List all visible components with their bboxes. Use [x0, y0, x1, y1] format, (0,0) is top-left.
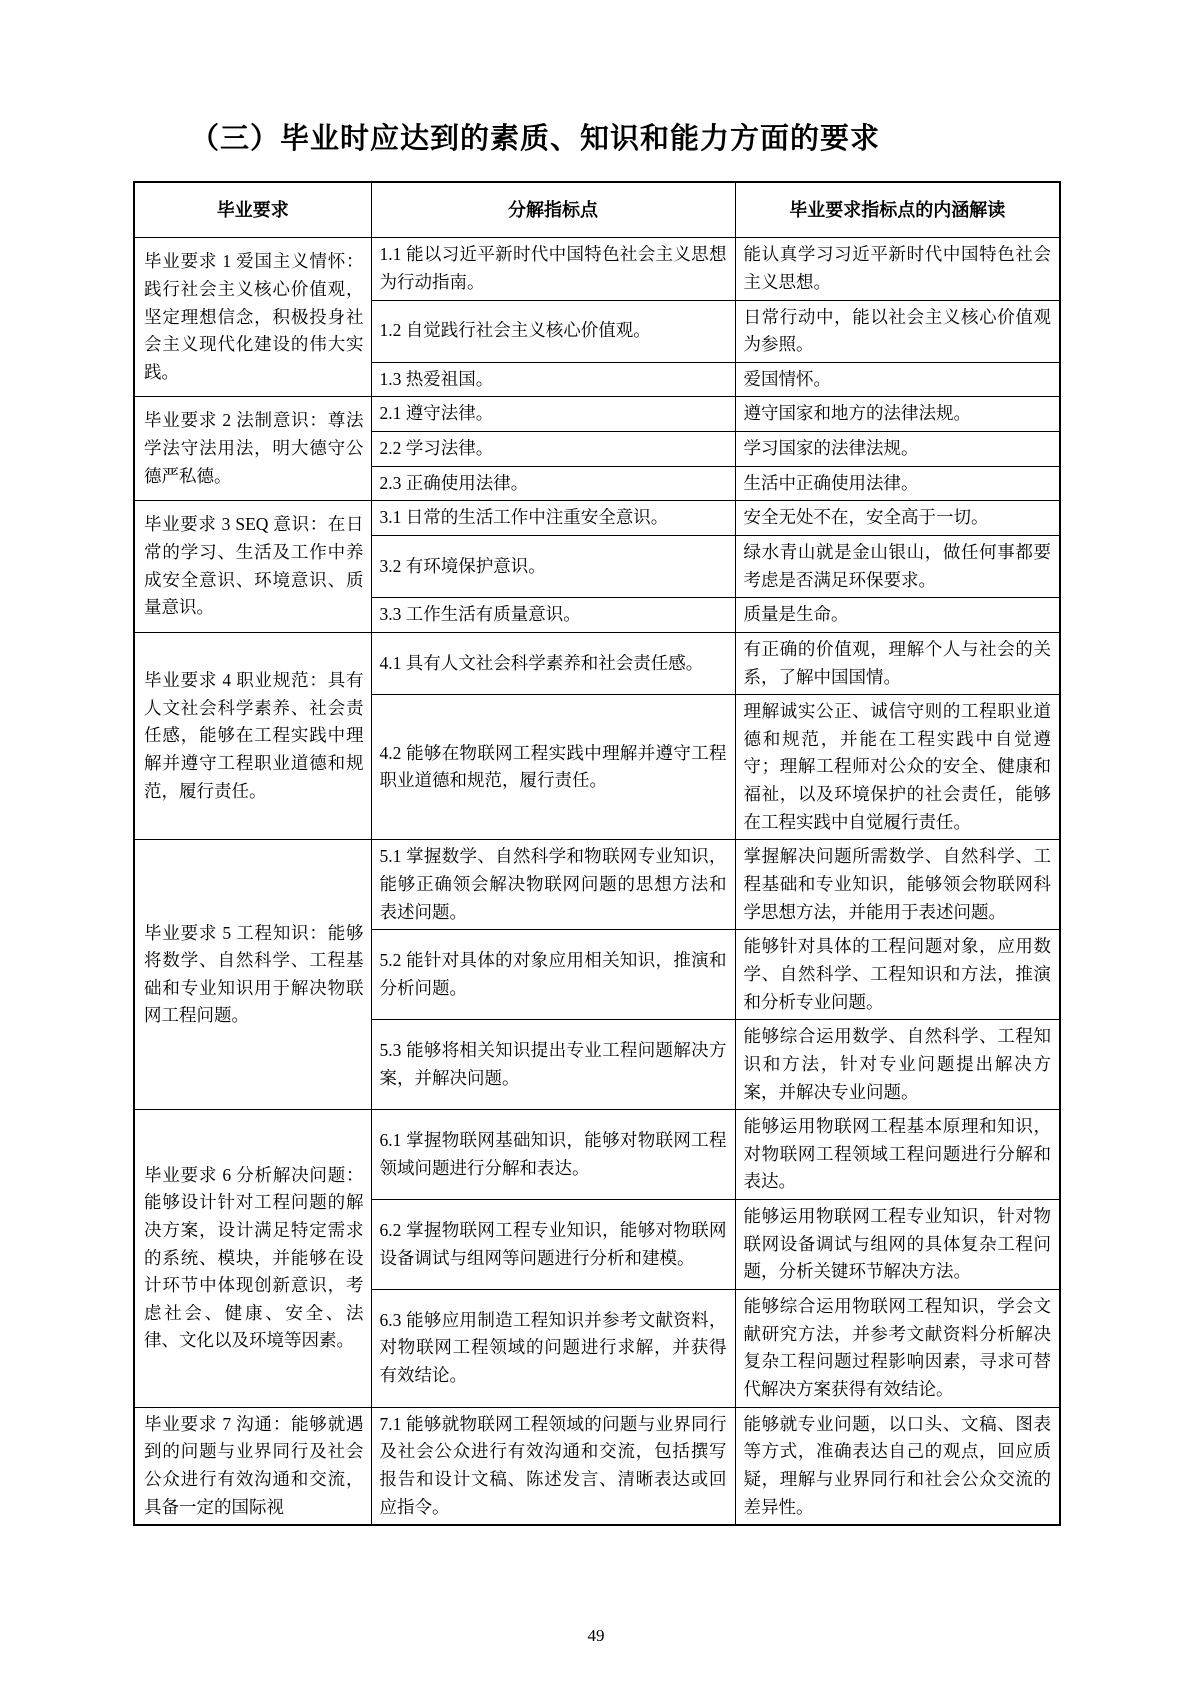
table-header-row — [134, 182, 1060, 238]
table-row — [134, 632, 1060, 694]
requirement-cell-1: 毕业要求 1 爱国主义情怀：践行社会主义核心价值观，坚定理想信念，积极投身社会主义现代化建设的伟大实践。 — [134, 238, 371, 397]
indicator-cell-3-3: 3.3 工作生活有质量意识。 — [371, 598, 735, 633]
table-row — [134, 1407, 1060, 1525]
interpretation-cell-6-2: 能够运用物联网工程专业知识，针对物联网设备调试与组网的具体复杂工程问题，分析关键环节解决方法。 — [735, 1200, 1060, 1290]
interpretation-cell-7-1: 能够就专业问题，以口头、文稿、图表等方式，准确表达自己的观点，回应质疑，理解与业界同行和社会公众交流的差异性。 — [735, 1407, 1060, 1525]
table-row — [134, 238, 1060, 300]
indicator-cell-1-3: 1.3 热爱祖国。 — [371, 362, 735, 397]
requirement-cell-3: 毕业要求 3 SEQ 意识：在日常的学习、生活及工作中养成安全意识、环境意识、质量意识。 — [134, 501, 371, 633]
indicator-cell-4-1: 4.1 具有人文社会科学素养和社会责任感。 — [371, 632, 735, 694]
indicator-cell-2-1: 2.1 遵守法律。 — [371, 397, 735, 432]
interpretation-cell-4-1: 有正确的价值观，理解个人与社会的关系，了解中国国情。 — [735, 632, 1060, 694]
interpretation-cell-2-2: 学习国家的法律法规。 — [735, 432, 1060, 467]
interpretation-cell-5-2: 能够针对具体的工程问题对象，应用数学、自然科学、工程知识和方法，推演和分析专业问题。 — [735, 930, 1060, 1020]
interpretation-cell-3-2: 绿水青山就是金山银山，做任何事都要考虑是否满足环保要求。 — [735, 536, 1060, 598]
interpretation-cell-5-1: 掌握解决问题所需数学、自然科学、工程基础和专业知识，能够领会物联网科学思想方法，并能用于表述问题。 — [735, 840, 1060, 930]
table-row — [134, 1110, 1060, 1200]
interpretation-cell-2-1: 遵守国家和地方的法律法规。 — [735, 397, 1060, 432]
requirements-table — [133, 181, 1061, 1526]
indicator-cell-4-2: 4.2 能够在物联网工程实践中理解并遵守工程职业道德和规范，履行责任。 — [371, 695, 735, 840]
table-row — [134, 397, 1060, 432]
interpretation-cell-1-2: 日常行动中，能以社会主义核心价值观为参照。 — [735, 300, 1060, 362]
indicator-cell-1-2: 1.2 自觉践行社会主义核心价值观。 — [371, 300, 735, 362]
interpretation-cell-1-1: 能认真学习习近平新时代中国特色社会主义思想。 — [735, 238, 1060, 300]
indicator-cell-6-1: 6.1 掌握物联网基础知识，能够对物联网工程领域问题进行分解和表达。 — [371, 1110, 735, 1200]
interpretation-cell-5-3: 能够综合运用数学、自然科学、工程知识和方法，针对专业问题提出解决方案，并解决专业问题。 — [735, 1020, 1060, 1110]
interpretation-cell-6-1: 能够运用物联网工程基本原理和知识，对物联网工程领域工程问题进行分解和表达。 — [735, 1110, 1060, 1200]
interpretation-cell-3-1: 安全无处不在，安全高于一切。 — [735, 501, 1060, 536]
indicator-cell-6-2: 6.2 掌握物联网工程专业知识，能够对物联网设备调试与组网等问题进行分析和建模。 — [371, 1200, 735, 1290]
interpretation-cell-2-3: 生活中正确使用法律。 — [735, 466, 1060, 501]
header-cell-interpretation: 毕业要求指标点的内涵解读 — [735, 182, 1060, 238]
requirement-cell-2: 毕业要求 2 法制意识：尊法学法守法用法，明大德守公德严私德。 — [134, 397, 371, 501]
indicator-cell-2-2: 2.2 学习法律。 — [371, 432, 735, 467]
indicator-cell-5-3: 5.3 能够将相关知识提出专业工程问题解决方案，并解决问题。 — [371, 1020, 735, 1110]
header-cell-indicator: 分解指标点 — [371, 182, 735, 238]
indicator-cell-1-1: 1.1 能以习近平新时代中国特色社会主义思想为行动指南。 — [371, 238, 735, 300]
requirement-cell-5: 毕业要求 5 工程知识：能够将数学、自然科学、工程基础和专业知识用于解决物联网工程问题。 — [134, 840, 371, 1110]
page-title: （三）毕业时应达到的素质、知识和能力方面的要求 — [190, 123, 881, 155]
requirement-cell-4: 毕业要求 4 职业规范：具有人文社会科学素养、社会责任感，能够在工程实践中理解并遵守工程职业道德和规范，履行责任。 — [134, 632, 371, 839]
indicator-cell-3-1: 3.1 日常的生活工作中注重安全意识。 — [371, 501, 735, 536]
page-number: 49 — [587, 1626, 605, 1646]
indicator-cell-7-1: 7.1 能够就物联网工程领域的问题与业界同行及社会公众进行有效沟通和交流，包括撰写报告和设计文稿、陈述发言、清晰表达或回应指令。 — [371, 1407, 735, 1525]
indicator-cell-3-2: 3.2 有环境保护意识。 — [371, 536, 735, 598]
indicator-cell-6-3: 6.3 能够应用制造工程知识并参考文献资料，对物联网工程领域的问题进行求解，并获得有效结论。 — [371, 1290, 735, 1408]
table-row — [134, 840, 1060, 930]
indicator-cell-5-2: 5.2 能针对具体的对象应用相关知识，推演和分析问题。 — [371, 930, 735, 1020]
interpretation-cell-1-3: 爱国情怀。 — [735, 362, 1060, 397]
interpretation-cell-3-3: 质量是生命。 — [735, 598, 1060, 633]
indicator-cell-2-3: 2.3 正确使用法律。 — [371, 466, 735, 501]
header-cell-requirement: 毕业要求 — [134, 182, 371, 238]
indicator-cell-5-1: 5.1 掌握数学、自然科学和物联网专业知识，能够正确领会解决物联网问题的思想方法和表述问题。 — [371, 840, 735, 930]
requirement-cell-6: 毕业要求 6 分析解决问题：能够设计针对工程问题的解决方案，设计满足特定需求的系统、模块，并能够在设计环节中体现创新意识，考虑社会、健康、安全、法律、文化以及环境等因素。 — [134, 1110, 371, 1407]
interpretation-cell-6-3: 能够综合运用物联网工程知识，学会文献研究方法，并参考文献资料分析解决复杂工程问题过程影响因素，寻求可替代解决方案获得有效结论。 — [735, 1290, 1060, 1408]
interpretation-cell-4-2: 理解诚实公正、诚信守则的工程职业道德和规范，并能在工程实践中自觉遵守；理解工程师对公众的安全、健康和福祉，以及环境保护的社会责任，能够在工程实践中自觉履行责任。 — [735, 695, 1060, 840]
requirement-cell-7: 毕业要求 7 沟通：能够就遇到的问题与业界同行及社会公众进行有效沟通和交流，具备一定的国际视 — [134, 1407, 371, 1525]
table-row — [134, 501, 1060, 536]
